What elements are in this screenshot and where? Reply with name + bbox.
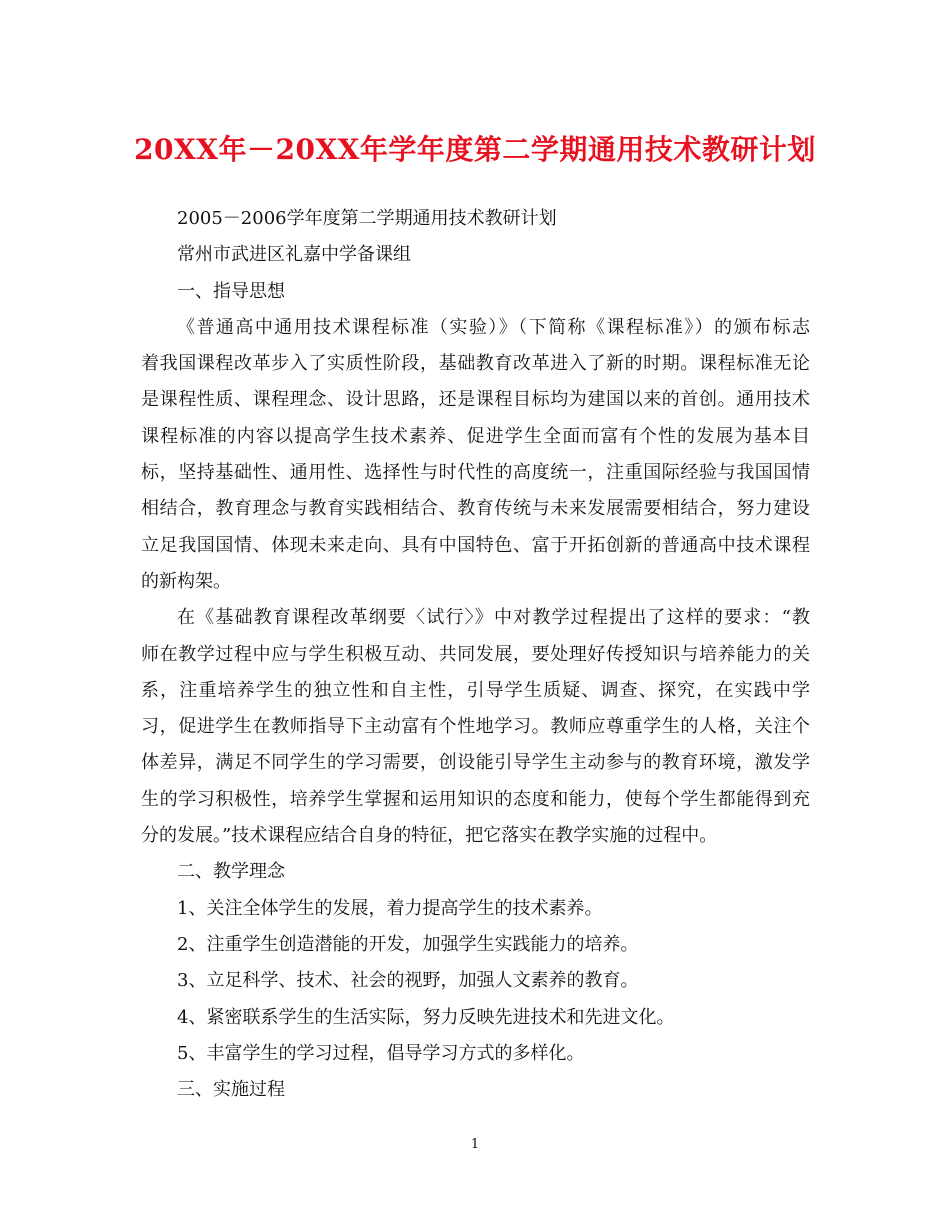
body-line: 常州市武进区礼嘉中学备课组: [177, 244, 411, 266]
body-line: 《普通高中通用技术课程标准（实验）》（下简称《课程标准》）的颁布标志: [177, 316, 810, 338]
body-line: 2、注重学生创造潜能的开发，加强学生实践能力的培养。: [177, 933, 639, 955]
body-line: 相结合，教育理念与教育实践相结合、教育传统与未来发展需要相结合，努力建设: [141, 498, 810, 520]
body-line: 4、紧密联系学生的生活实际，努力反映先进技术和先进文化。: [177, 1006, 675, 1028]
body-line: 1、关注全体学生的发展，着力提高学生的技术素养。: [177, 897, 603, 919]
body-line: 分的发展。”技术课程应结合自身的特征，把它落实在教学实施的过程中。: [141, 825, 718, 847]
body-line: 一、指导思想: [177, 280, 285, 302]
body-line: 课程标准的内容以提高学生技术素养、促进学生全面而富有个性的发展为基本目: [141, 425, 810, 447]
body-line: 习，促进学生在教师指导下主动富有个性地学习。教师应尊重学生的人格，关注个: [141, 716, 810, 738]
body-line: 标，坚持基础性、通用性、选择性与时代性的高度统一，注重国际经验与我国国情: [141, 462, 810, 484]
body-line: 二、教学理念: [177, 861, 285, 883]
body-line: 在《基础教育课程改革纲要〈试行〉》中对教学过程提出了这样的要求：“教: [177, 607, 810, 629]
body-line: 体差异，满足不同学生的学习需要，创设能引导学生主动参与的教育环境，激发学: [141, 752, 810, 774]
body-line: 系，注重培养学生的独立性和自主性，引导学生质疑、调查、探究，在实践中学: [141, 679, 810, 701]
body-line: 的新构架。: [141, 570, 231, 592]
body-line: 生的学习积极性，培养学生掌握和运用知识的态度和能力，使每个学生都能得到充: [141, 788, 810, 810]
body-line: 5、丰富学生的学习过程，倡导学习方式的多样化。: [177, 1042, 585, 1064]
body-line: 2005－2006学年度第二学期通用技术教研计划: [177, 208, 557, 229]
page-number: 1: [470, 1137, 480, 1152]
body-line: 三、实施过程: [177, 1079, 285, 1101]
body-line: 立足我国国情、体现未来走向、具有中国特色、富于开拓创新的普通高中技术课程: [141, 534, 810, 556]
body-line: 着我国课程改革步入了实质性阶段，基础教育改革进入了新的时期。课程标准无论: [141, 353, 810, 375]
document-body: [141, 201, 810, 1108]
body-line: 3、立足科学、技术、社会的视野，加强人文素养的教育。: [177, 970, 639, 992]
body-line: 师在教学过程中应与学生积极互动、共同发展，要处理好传授知识与培养能力的关: [141, 643, 810, 665]
body-line: 是课程性质、课程理念、设计思路，还是课程目标均为建国以来的首创。通用技术: [141, 389, 810, 411]
document-title: 20XX年－20XX年学年度第二学期通用技术教研计划: [134, 133, 816, 166]
